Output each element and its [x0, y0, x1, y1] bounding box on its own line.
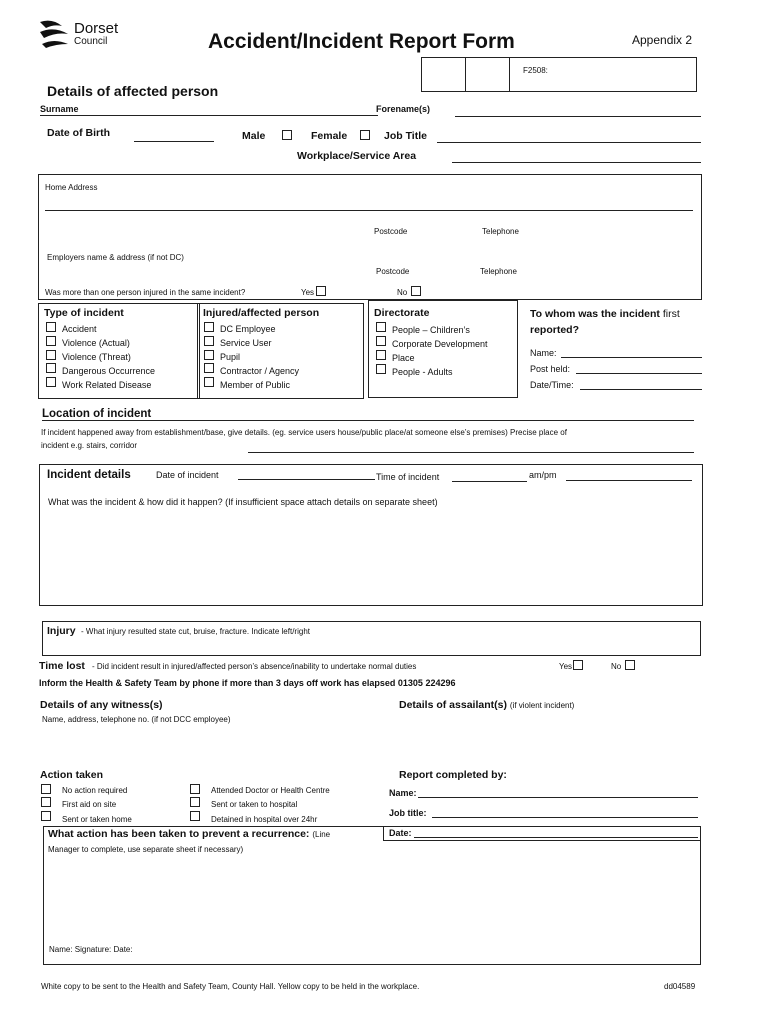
job-title-field[interactable] — [437, 142, 701, 143]
action-right-checkbox-1[interactable] — [190, 797, 200, 807]
report-date-label: Date: — [389, 828, 412, 838]
incident-details-heading: Incident details — [47, 469, 131, 481]
logo-line2: Council — [74, 36, 108, 47]
postcode2-label: Postcode — [376, 267, 410, 276]
prevent-heading: What action has been taken to prevent a recurrence: (Line — [48, 828, 331, 840]
incident-question: What was the incident & how did it happen? (If insufficient space attach details on separate sheet) — [48, 497, 438, 507]
report-completed-heading: Report completed by: — [399, 769, 507, 781]
form-title: Accident/Incident Report Form — [208, 30, 515, 53]
action-left-checkbox-1[interactable] — [41, 797, 51, 807]
injury-note: - What injury resulted state cut, bruise, fracture. Indicate left/right — [81, 627, 310, 636]
inform-text: Inform the Health & Safety Team by phone if more than 3 days off work has elapsed 01305 224296 — [39, 678, 456, 688]
incident-date-label: Date of incident — [156, 470, 219, 480]
directorate-checkbox-1[interactable] — [376, 336, 386, 346]
injured-item-3: Contractor / Agency — [220, 366, 300, 376]
time-lost-yes-checkbox[interactable] — [573, 660, 583, 670]
type-checkbox-2[interactable] — [46, 350, 56, 360]
ampm-label: am/pm — [529, 470, 557, 480]
assailant-heading: Details of assailant(s) (if violent incident) — [399, 699, 575, 711]
dob-label: Date of Birth — [47, 127, 110, 139]
report-job-title-label: Job title: — [389, 808, 427, 818]
job-title-label: Job Title — [384, 130, 427, 142]
directorate-checkbox-0[interactable] — [376, 322, 386, 332]
witness-note: Name, address, telephone no. (if not DCC employee) — [42, 715, 231, 724]
directorate-item-1: Corporate Development — [392, 339, 488, 349]
post-held-label: Post held: — [530, 364, 571, 374]
type-item-2: Violence (Threat) — [62, 352, 131, 362]
dorset-logo-icon — [38, 16, 72, 50]
dorset-council-logo — [38, 16, 128, 52]
type-checkbox-0[interactable] — [46, 322, 56, 332]
male-checkbox[interactable] — [282, 130, 292, 140]
forenames-label: Forename(s) — [376, 104, 431, 114]
injured-checkbox-3[interactable] — [204, 363, 214, 373]
reported-name-label: Name: — [530, 348, 557, 358]
employers-label: Employers name & address (if not DC) — [47, 253, 184, 262]
prevent-sign: Name: Signature: Date: — [49, 945, 133, 954]
telephone1-label: Telephone — [482, 227, 519, 236]
appendix-label: Appendix 2 — [632, 33, 693, 47]
injured-item-4: Member of Public — [220, 380, 291, 390]
action-right-2: Detained in hospital over 24hr — [211, 815, 318, 824]
type-item-3: Dangerous Occurrence — [62, 366, 156, 376]
surname-label: Surname — [40, 104, 79, 114]
more-no-label: No — [397, 288, 408, 297]
surname-field[interactable] — [40, 115, 378, 116]
workplace-field[interactable] — [452, 162, 701, 163]
date-time-field[interactable] — [580, 389, 702, 390]
home-address-field[interactable] — [45, 210, 693, 211]
injured-item-2: Pupil — [220, 352, 241, 362]
time-lost-no-label: No — [611, 662, 622, 671]
incident-details-box — [39, 464, 703, 606]
directorate-item-0: People – Children’s — [392, 325, 470, 335]
affected-heading: Details of affected person — [47, 83, 219, 99]
directorate-checkbox-2[interactable] — [376, 350, 386, 360]
report-name-label: Name: — [389, 788, 417, 798]
postcode1-label: Postcode — [374, 227, 408, 236]
logo-line1: Dorset — [74, 20, 119, 37]
more-no-checkbox[interactable] — [411, 286, 421, 296]
time-lost-label: Time lost — [39, 660, 85, 672]
male-label: Male — [242, 130, 266, 142]
injury-label: Injury — [47, 625, 76, 637]
injured-checkbox-0[interactable] — [204, 322, 214, 332]
incident-time-label: Time of incident — [376, 472, 440, 482]
workplace-label: Workplace/Service Area — [297, 150, 417, 162]
location-note: If incident happened away from establishment/base, give details. (eg. service users house/public place/at someone else’s premises) Precise place of — [41, 428, 567, 437]
prevent-note: Manager to complete, use separate sheet if necessary) — [48, 845, 244, 854]
action-right-checkbox-0[interactable] — [190, 784, 200, 794]
forenames-field[interactable] — [455, 116, 701, 117]
date-time-label: Date/Time: — [530, 380, 574, 390]
directorate-item-2: Place — [392, 353, 415, 363]
action-left-checkbox-0[interactable] — [41, 784, 51, 794]
reported-heading: To whom was the incident first — [530, 308, 680, 320]
f2508-label: F2508: — [523, 66, 548, 75]
f2508-box — [421, 57, 697, 92]
address-box — [38, 174, 702, 300]
type-heading: Type of incident — [44, 307, 124, 319]
action-right-checkbox-2[interactable] — [190, 811, 200, 821]
directorate-item-3: People - Adults — [392, 367, 453, 377]
action-right-1: Sent or taken to hospital — [211, 800, 298, 809]
location-heading: Location of incident — [42, 408, 152, 420]
directorate-checkbox-3[interactable] — [376, 364, 386, 374]
directorate-heading: Directorate — [374, 307, 430, 319]
location-note2: incident e.g. stairs, corridor — [41, 441, 138, 450]
type-item-4: Work Related Disease — [62, 380, 152, 390]
injured-item-0: DC Employee — [220, 324, 276, 334]
female-label: Female — [311, 130, 348, 142]
location-field[interactable] — [42, 420, 694, 421]
incident-time-field[interactable] — [452, 481, 527, 482]
action-left-0: No action required — [62, 786, 128, 795]
time-lost-note: - Did incident result in injured/affected person’s absence/inability to undertake normal duties — [92, 662, 417, 671]
action-left-2: Sent or taken home — [62, 815, 132, 824]
footer-code: dd04589 — [664, 982, 696, 991]
ampm-field[interactable] — [566, 480, 692, 481]
report-name-field[interactable] — [418, 797, 698, 798]
injured-checkbox-4[interactable] — [204, 377, 214, 387]
type-checkbox-4[interactable] — [46, 377, 56, 387]
injured-item-1: Service User — [220, 338, 272, 348]
post-held-field[interactable] — [576, 373, 702, 374]
incident-date-field[interactable] — [238, 479, 375, 480]
type-checkbox-1[interactable] — [46, 336, 56, 346]
time-lost-yes-label: Yes — [559, 662, 573, 671]
dob-field[interactable] — [134, 141, 214, 142]
type-item-0: Accident — [62, 324, 97, 334]
injured-checkbox-1[interactable] — [204, 336, 214, 346]
injured-heading: Injured/affected person — [203, 307, 320, 319]
action-right-0: Attended Doctor or Health Centre — [211, 786, 330, 795]
report-job-title-field[interactable] — [432, 817, 698, 818]
action-taken-heading: Action taken — [40, 769, 104, 781]
type-item-1: Violence (Actual) — [62, 338, 130, 348]
telephone2-label: Telephone — [480, 267, 517, 276]
more-than-one-label: Was more than one person injured in the same incident? — [45, 288, 246, 297]
injured-checkbox-2[interactable] — [204, 350, 214, 360]
action-left-checkbox-2[interactable] — [41, 811, 51, 821]
reported-name-field[interactable] — [561, 357, 702, 358]
more-yes-checkbox[interactable] — [316, 286, 326, 296]
time-lost-no-checkbox[interactable] — [625, 660, 635, 670]
type-checkbox-3[interactable] — [46, 363, 56, 373]
footer-text: White copy to be sent to the Health and Safety Team, County Hall. Yellow copy to be held in the workplace. — [41, 982, 420, 991]
action-left-1: First aid on site — [62, 800, 117, 809]
more-yes-label: Yes — [301, 288, 315, 297]
location-detail-field[interactable] — [248, 452, 694, 453]
witness-heading: Details of any witness(s) — [40, 699, 163, 711]
home-address-label: Home Address — [45, 183, 98, 192]
reported-heading-line2: reported? — [530, 324, 580, 336]
female-checkbox[interactable] — [360, 130, 370, 140]
